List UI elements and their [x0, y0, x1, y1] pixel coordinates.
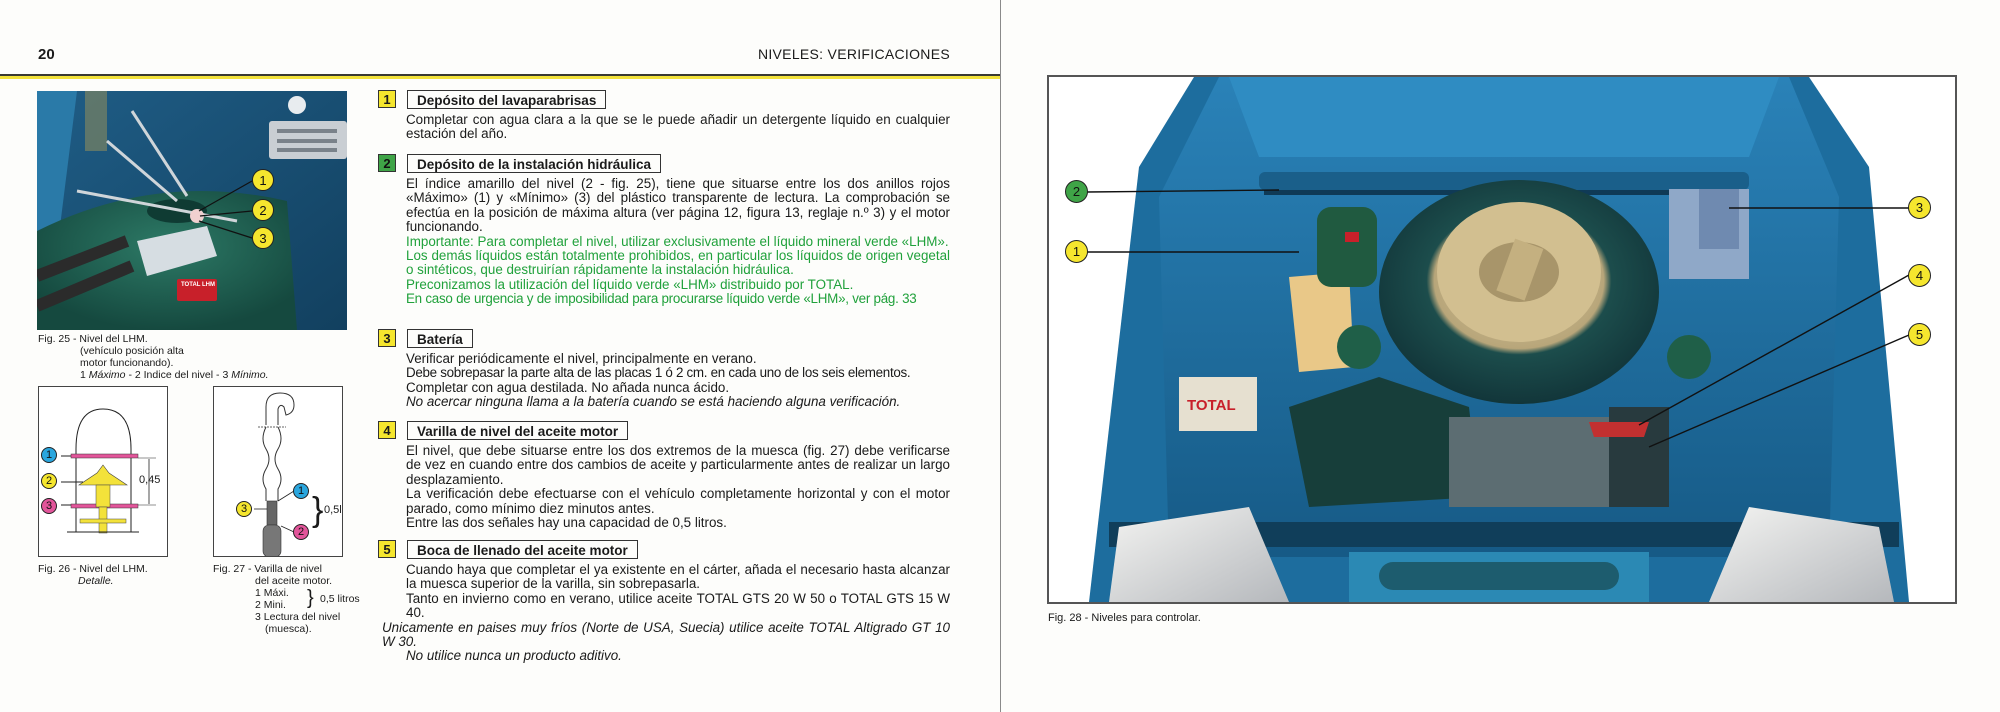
- legend-sep: -: [213, 369, 223, 381]
- fig27-legend-item: [213, 611, 373, 623]
- section-4: [378, 420, 950, 530]
- section-header: [378, 328, 950, 348]
- fig28-total-can-label: TOTAL: [1187, 397, 1236, 414]
- section-1: [378, 89, 950, 142]
- page-number: 20: [38, 46, 55, 63]
- paragraph: Tanto en invierno como en verano, utilice aceite TOTAL GTS 20 W 50 o TOTAL GTS 15 W 40.: [406, 590, 950, 621]
- section-header: [378, 420, 950, 440]
- important-note: Preconizamos la utilización del líquido verde «LHM» distribuido por TOTAL.: [406, 276, 854, 292]
- legend-number: 2: [134, 369, 141, 381]
- legend-number: 1: [255, 587, 261, 599]
- paragraph: Verificar periódicamente el nivel, principalmente en verano.: [406, 351, 757, 366]
- legend-sep: -: [125, 369, 135, 381]
- fig27-legend-tail: (muesca).: [265, 623, 312, 635]
- fig27-diagram: [213, 386, 343, 557]
- fig26-callout-3: 3: [41, 498, 57, 514]
- section-body: [406, 444, 950, 530]
- section-number-badge: 2: [378, 154, 396, 172]
- section-number-badge: 4: [378, 421, 396, 439]
- fig26-dimension: 0,45: [139, 474, 161, 486]
- paragraph: El índice amarillo del nivel (2 - fig. 25), tiene que situarse entre los dos anillos rojos «Máximo» (1) y «Mínimo» (3) del plástico transparente de lectura. La comprobación se efectúa en la posición de máxima altura (ver página 12, figura 13, reglaje n.º 3) y el motor funcionando.: [406, 176, 950, 235]
- fig25-caption-line: Fig. 25 - Nivel del LHM.: [38, 333, 148, 345]
- fig28-callout-4: 4: [1908, 264, 1931, 287]
- fig28-frame: [1047, 75, 1957, 604]
- section-3: [378, 328, 950, 410]
- fig27-brace: }: [312, 491, 324, 529]
- legend-label: Mínimo.: [231, 369, 269, 381]
- paragraph: Debe sobrepasar la parte alta de las placas 1 ó 2 cm. en cada uno de los seis elementos.: [406, 365, 911, 381]
- fig26-illustration: [39, 387, 167, 556]
- fig26-caption: [38, 563, 198, 587]
- fig28-callout-1: 1: [1065, 240, 1088, 263]
- fig25-total-badge: TOTAL LHM: [181, 282, 215, 288]
- section-2: [378, 153, 950, 307]
- fig25-caption-line: motor funcionando).: [80, 357, 174, 369]
- section-body: [382, 562, 950, 664]
- fig25-caption-line: (vehículo posición alta: [80, 345, 184, 357]
- section-title: Varilla de nivel del aceite motor: [407, 421, 628, 440]
- section-body: [406, 113, 950, 142]
- section-number-badge: 1: [378, 90, 396, 108]
- fig26-diagram: [38, 386, 168, 557]
- section-number-badge: 5: [378, 540, 396, 558]
- paragraph: El nivel, que debe situarse entre los dos extremos de la muesca (fig. 27) debe verificarse de vez en cuando entre dos cambios de aceite y particularmente antes de realizar un largo desplazamiento.: [406, 443, 950, 487]
- section-5: [378, 539, 950, 664]
- warning-note: No acercar ninguna llama a la batería cuando se está haciendo alguna verificación.: [406, 394, 901, 410]
- legend-label: Máxi.: [263, 587, 289, 599]
- section-body: [406, 352, 950, 410]
- fig28-callout-5: 5: [1908, 323, 1931, 346]
- legend-label: Indice del nivel: [143, 369, 214, 381]
- fig25-caption: [38, 333, 358, 381]
- fig25-callout-3: 3: [252, 227, 274, 249]
- fig26-caption-line: Fig. 26 - Nivel del LHM.: [38, 563, 148, 575]
- important-note: En caso de urgencia y de imposibilidad para procurarse líquido verde «LHM», ver pág. 33: [406, 291, 917, 307]
- legend-label: Mini.: [263, 599, 286, 611]
- header-rule-yellow: [0, 76, 1000, 79]
- legend-label: Máximo: [88, 369, 126, 381]
- fig28-callout-3: 3: [1908, 196, 1931, 219]
- fig27-capacity: 0,5 litros: [320, 593, 360, 605]
- fig28-illustration: [1049, 77, 1955, 602]
- fig27-callout-3: 3: [236, 501, 252, 517]
- fig27-caption: [213, 563, 373, 635]
- important-note: Importante: Para completar el nivel, utilizar exclusivamente el líquido mineral verde «LHM».: [406, 233, 949, 249]
- page-gutter: [1000, 0, 1001, 712]
- italic-note: Unicamente en paises muy fríos (Norte de USA, Suecia) utilice aceite TOTAL Altigrado GT 10 W 30.: [382, 619, 950, 650]
- fig27-caption-line: del aceite motor.: [255, 575, 333, 587]
- fig27-callout-1: 1: [293, 483, 309, 499]
- section-header: [378, 539, 950, 559]
- important-note: Los demás líquidos están totalmente prohibidos, en particular los líquidos de origen vegetal o sintéticos, que destruirían rápidamente la instalación hidráulica.: [406, 248, 950, 278]
- fig26-subcaption: Detalle.: [78, 575, 114, 587]
- fig25-photo: [37, 91, 347, 330]
- section-title: Depósito de la instalación hidráulica: [407, 154, 661, 173]
- paragraph: Cuando haya que completar el ya existente en el cárter, añada el necesario hasta alcanzar la muesca superior de la varilla, sin sobrepasarla.: [406, 562, 950, 592]
- legend-number: 3: [255, 611, 261, 623]
- paragraph: Completar con agua clara a la que se le puede añadir un detergente líquido en cualquier estación del año.: [406, 112, 950, 142]
- section-title: Boca de llenado del aceite motor: [407, 540, 638, 559]
- fig25-illustration: [37, 91, 347, 330]
- section-title: Batería: [407, 329, 473, 348]
- section-header: [378, 89, 950, 109]
- paragraph: La verificación debe efectuarse con el vehículo completamente horizontal y con el motor parado, como mínimo diez minutos antes.: [406, 486, 950, 516]
- fig28-callout-2: 2: [1065, 180, 1088, 203]
- section-number-badge: 3: [378, 329, 396, 347]
- fig26-callout-1: 1: [41, 447, 57, 463]
- legend-label: Lectura del nivel: [263, 611, 341, 623]
- paragraph: Completar con agua destilada. No añada nunca ácido.: [406, 379, 730, 395]
- section-body: [406, 177, 950, 307]
- fig28-caption: Fig. 28 - Niveles para controlar.: [1048, 612, 1201, 624]
- legend-number: 3: [222, 369, 229, 381]
- fig27-callout-2: 2: [293, 524, 309, 540]
- paragraph: Entre las dos señales hay una capacidad de 0,5 litros.: [406, 515, 727, 531]
- fig27-dimension: 0,5l: [324, 504, 342, 516]
- legend-number: 1: [80, 369, 86, 381]
- running-head: NIVELES: VERIFICACIONES: [757, 46, 950, 62]
- fig27-caption-line: Fig. 27 - Varilla de nivel: [213, 563, 322, 575]
- fig25-callout-2: 2: [252, 199, 274, 221]
- italic-note: No utilice nunca un producto aditivo.: [406, 648, 622, 664]
- fig26-callout-2: 2: [41, 473, 57, 489]
- fig27-legend-brace: }: [307, 587, 314, 609]
- legend-number: 2: [255, 599, 261, 611]
- section-header: [378, 153, 950, 173]
- fig25-legend: [38, 369, 358, 381]
- fig25-callout-1: 1: [252, 169, 274, 191]
- section-title: Depósito del lavaparabrisas: [407, 90, 606, 109]
